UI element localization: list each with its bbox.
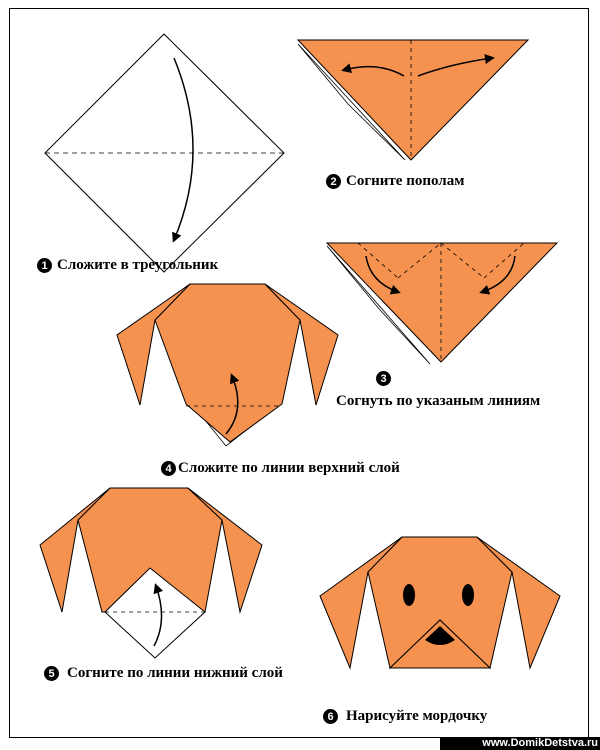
step6-number: 6 bbox=[323, 709, 338, 724]
step1-caption bbox=[37, 257, 218, 274]
step1-text: Сложите в треугольник bbox=[57, 257, 219, 273]
step2-number: 2 bbox=[326, 174, 341, 189]
watermark: www.DomikDetstva.ru bbox=[440, 737, 600, 750]
step2-text: Согните пополам bbox=[346, 173, 465, 189]
step1-figure bbox=[45, 34, 284, 272]
step5-text: Согните по линии нижний слой bbox=[67, 665, 283, 681]
step4-text: Сложите по линии верхний слой bbox=[178, 460, 400, 476]
step5-figure bbox=[40, 488, 262, 658]
step5-number: 5 bbox=[44, 666, 59, 681]
step3-text: Согнуть по указаным линиям bbox=[336, 393, 541, 409]
step6-text: Нарисуйте мордочку bbox=[346, 708, 488, 724]
step5-caption bbox=[44, 665, 283, 682]
step4-figure bbox=[117, 284, 338, 446]
step6-left-eye bbox=[403, 584, 415, 606]
step3-triangle bbox=[327, 243, 557, 362]
step1-number: 1 bbox=[37, 258, 52, 273]
step6-right-eye bbox=[462, 584, 474, 606]
step3-number: 3 bbox=[376, 371, 391, 386]
step6-figure bbox=[320, 537, 560, 668]
step4-head bbox=[155, 284, 300, 442]
step4-number: 4 bbox=[161, 461, 176, 476]
step2-figure bbox=[298, 40, 528, 160]
step2-triangle bbox=[298, 40, 528, 160]
step2-caption bbox=[326, 173, 464, 190]
step3-figure bbox=[327, 243, 557, 364]
step6-caption bbox=[323, 708, 487, 725]
step4-caption bbox=[161, 460, 400, 477]
